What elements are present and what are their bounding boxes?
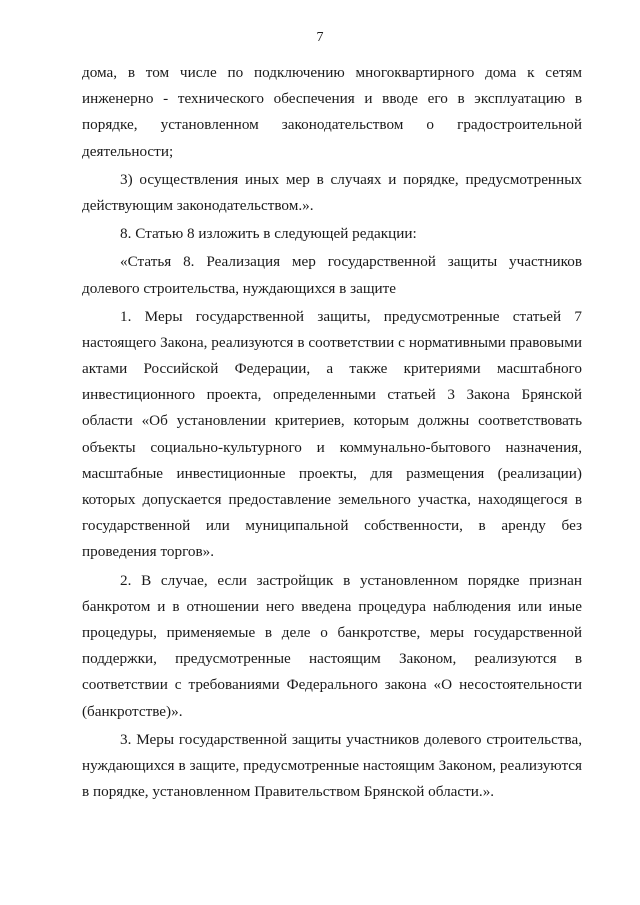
text-line: поддержки, предусмотренные настоящим Законом, реализуются в: [82, 650, 582, 668]
text-line: объекты социально-культурного и коммунально-бытового назначения,: [82, 438, 582, 456]
text-line: (банкротстве)».: [82, 702, 183, 720]
text-line: настоящего Закона, реализуются в соответствии с нормативными правовыми: [82, 333, 582, 351]
text-line: порядке, установленном законодательством о градостроительной: [82, 116, 582, 134]
text-line: банкротом и в отношении него введена процедура наблюдения или иные: [82, 597, 582, 615]
text-line: в порядке, установленном Правительством Брянской области.».: [82, 783, 495, 801]
text-line: 1. Меры государственной защиты, предусмотренные статьей 7: [120, 307, 582, 325]
paragraph: [82, 727, 582, 806]
text-line: 8. Статью 8 изложить в следующей редакции:: [120, 225, 417, 243]
text-line: 3) осуществления иных мер в случаях и порядке, предусмотренных: [120, 170, 582, 188]
paragraph: [82, 60, 582, 165]
text-line: которых допускается предоставление земельного участка, находящегося в: [82, 491, 582, 508]
paragraph: [82, 249, 582, 301]
text-line: области «Об установлении критериев, которым должны соответствовать: [82, 412, 582, 430]
text-line: деятельности;: [82, 142, 174, 160]
text-line: актами Российской Федерации, а также критериями масштабного: [82, 360, 582, 378]
text-line: действующим законодательством.».: [82, 196, 314, 214]
text-line: 3. Меры государственной защиты участников долевого строительства,: [120, 730, 582, 748]
paragraph: [82, 304, 582, 566]
text-line: «Статья 8. Реализация мер государственной защиты участников: [120, 253, 582, 271]
page-number: 7: [316, 30, 324, 45]
text-line: соответствии с требованиями Федерального закона «О несостоятельности: [82, 676, 582, 694]
document-body: [82, 60, 582, 805]
text-line: процедуры, применяемые в деле о банкротстве, меры государственной: [82, 623, 582, 641]
text-line: долевого строительства, нуждающихся в защите: [82, 279, 397, 297]
text-line: нуждающихся в защите, предусмотренные настоящим Законом, реализуются: [82, 756, 582, 774]
text-line: инженерно - технического обеспечения и вводе его в эксплуатацию в: [82, 90, 582, 108]
text-line: инвестиционного проекта, определенными статьей 3 Закона Брянской: [82, 386, 582, 404]
text-line: государственной или муниципальной собственности, в аренду без: [82, 517, 582, 535]
text-line: масштабные инвестиционные проекты, для размещения (реализации): [82, 464, 582, 482]
text-line: дома, в том числе по подключению многоквартирного дома к сетям: [82, 64, 582, 81]
paragraph: [82, 568, 582, 725]
text-line: проведения торгов».: [82, 543, 215, 561]
paragraph: [82, 167, 582, 219]
paragraph: [82, 221, 582, 247]
text-line: 2. В случае, если застройщик в установленном порядке признан: [120, 571, 582, 589]
